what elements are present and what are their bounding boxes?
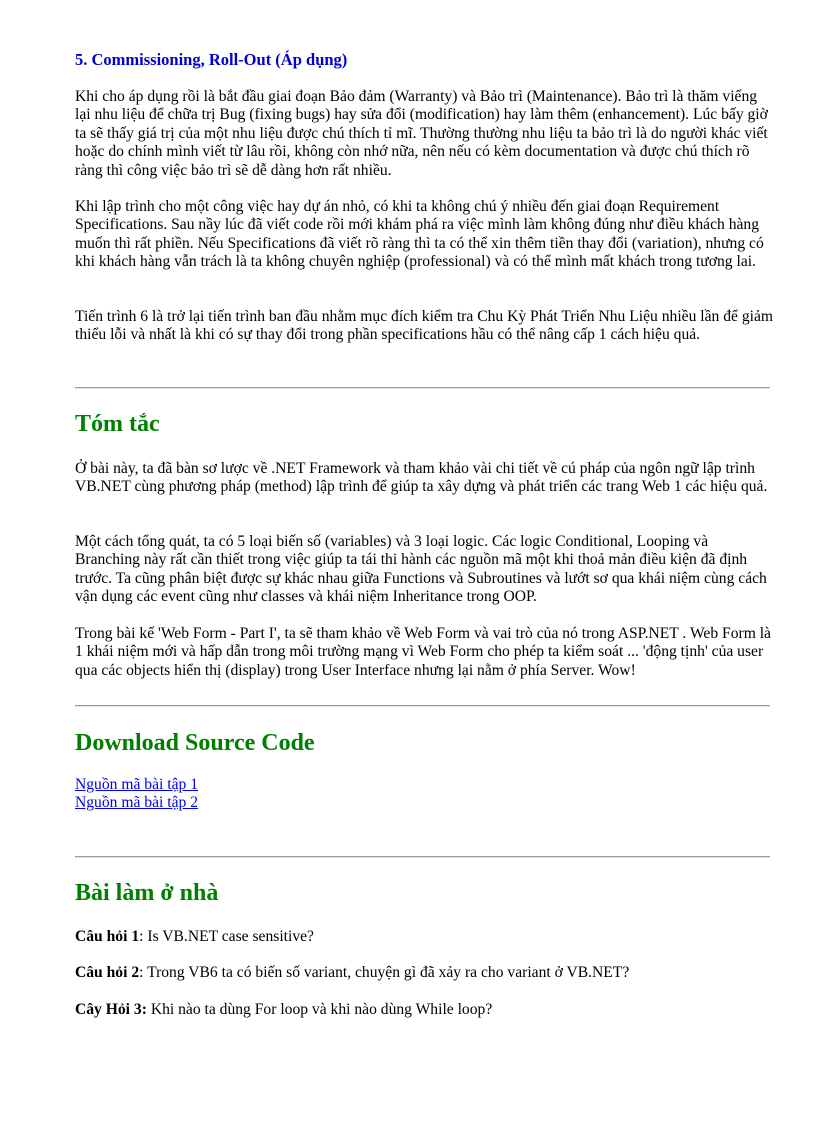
horizontal-rule — [75, 856, 770, 858]
paragraph-summary-intro: Ở bài này, ta đã bàn sơ lược về .NET Framework và tham khảo vài chi tiết về cú pháp của ngôn ngữ lập trình VB.NET cùng phương pháp (method) lập trình để giúp ta xây dựng và phát triển các trang Web 1 các hiệu quả. — [75, 460, 768, 496]
section-heading-summary: Tóm tắc — [75, 411, 160, 437]
paragraph-warranty-maintenance: Khi cho áp dụng rồi là bắt đầu giai đoạn Bảo đảm (Warranty) và Bảo trì (Maintenance). Bảo trì là thăm viếng lại nhu liệu để chữa trị Bug (fixing bugs) hay sửa đổi (modification) hay làm thêm (enhancement). Lúc bấy giờ ta sẽ thấy giá trị của một nhu liệu được chú thích tỉ mĩ. Thường thường nhu liệu ta bảo trì là do người khác viết hoặc do chính mình viết từ lâu rồi, không còn nhớ nữa, nên nếu có kèm documentation và được chú thích rõ ràng thì công việc bảo trì sẽ dễ dàng hơn rất nhiều. — [75, 88, 768, 179]
question-text: Khi nào ta dùng For loop và khi nào dùng While loop? — [150, 1001, 493, 1018]
horizontal-rule — [75, 387, 770, 389]
horizontal-rule — [75, 705, 770, 707]
question-separator: : — [139, 964, 148, 981]
paragraph-process-six: Tiến trình 6 là trở lại tiến trình ban đầu nhằm mục đích kiểm tra Chu Kỳ Phát Triển Nhu Liệu nhiều lần để giảm thiểu lỗi và nhất là khi có sự thay đổi trong phần specifications hầu có thể nâng cấp 1 cách hiệu quả. — [75, 308, 774, 344]
question-label: Cây Hỏi 3: — [75, 1001, 147, 1018]
section-heading-homework: Bài làm ở nhà — [75, 880, 219, 906]
homework-question-3 — [75, 1001, 492, 1019]
question-label: Câu hỏi 1 — [75, 928, 140, 945]
download-link-exercise-1[interactable]: Nguồn mã bài tập 1 — [75, 776, 198, 793]
section-heading-commissioning: 5. Commissioning, Roll-Out (Áp dụng) — [75, 50, 348, 69]
homework-question-2 — [75, 964, 629, 982]
homework-question-1 — [75, 928, 314, 946]
download-link-exercise-2[interactable]: Nguồn mã bài tập 2 — [75, 794, 198, 812]
download-links — [75, 776, 198, 813]
question-label: Câu hỏi 2 — [75, 964, 140, 981]
question-separator: : — [139, 928, 148, 945]
paragraph-summary-next: Trong bài kế 'Web Form - Part I', ta sẽ tham khảo về Web Form và vai trò của nó trong ASP.NET . Web Form là 1 khái niệm mới và hấp dẫn trong môi trường mạng vì Web Form cho phép ta kiểm soát ... 'động tịnh' của user qua các objects hiển thị (display) trong User Interface nhưng lại nằm ở phía Server. Wow! — [75, 625, 771, 679]
paragraph-summary-logic: Một cách tổng quát, ta có 5 loại biến số (variables) và 3 loại logic. Các logic Conditional, Looping và Branching này rất cần thiết trong việc giúp ta tái thi hành các nguồn mã một khi thoả mản điều kiện đã định trước. Ta cũng phân biệt được sự khác nhau giữa Functions và Subroutines và lướt sơ qua khái niệm cùng cách vận dụng các event cũng như classes và khái niệm Inheritance trong OOP. — [75, 533, 767, 606]
question-text: Trong VB6 ta có biến số variant, chuyện gì đã xảy ra cho variant ở VB.NET? — [147, 964, 630, 981]
section-heading-download: Download Source Code — [75, 730, 315, 756]
question-text: Is VB.NET case sensitive? — [147, 928, 314, 945]
paragraph-requirement-specs: Khi lập trình cho một công việc hay dự án nhỏ, có khi ta không chú ý nhiều đến giai đoạn Requirement Specifications. Sau nầy lúc đã viết code rồi mới khám phá ra việc mình làm không đúng như điều khách hàng muốn thì rất phiền. Nếu Specifications đã viết rõ ràng thì ta có thể xin thêm tiền thay đổi (variation), nhưng có khi khách hàng vẫn trách là ta không chuyên nghiệp (professional) và có thể mình mất khách trong tương lai. — [75, 198, 764, 271]
